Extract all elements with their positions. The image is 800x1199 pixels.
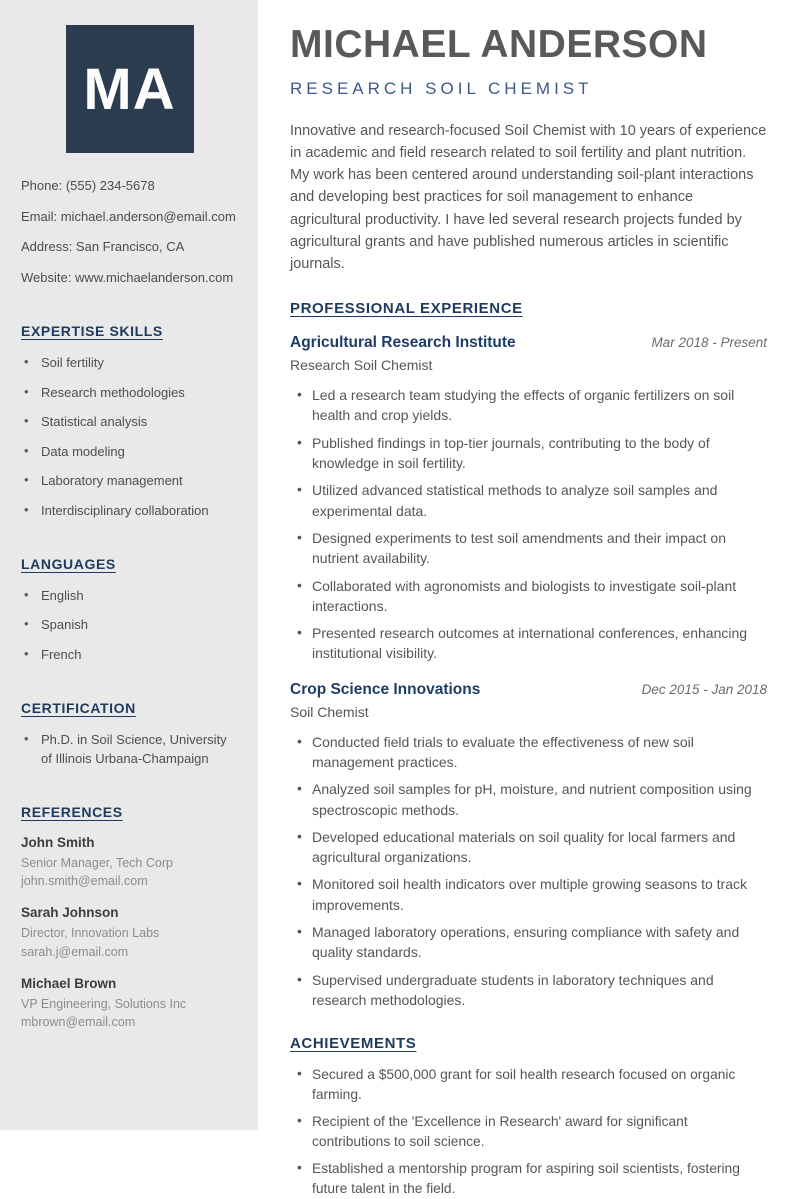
job-bullet: • Conducted field trials to evaluate the effectiveness of new soil management practices. bbox=[290, 732, 767, 773]
job-bullet: • Monitored soil health indicators over multiple growing seasons to track improvements. bbox=[290, 874, 767, 915]
reference-role: Director, Innovation Labs bbox=[21, 926, 160, 941]
skill-item: • Statistical analysis bbox=[21, 413, 238, 431]
reference-entry bbox=[21, 835, 238, 890]
job-dates: Mar 2018 - Present bbox=[651, 335, 767, 351]
language-item: • French bbox=[21, 646, 238, 664]
achievement-bullet: • Recipient of the 'Excellence in Research' award for significant contributions to soil science. bbox=[290, 1112, 767, 1152]
references-heading: REFERENCES bbox=[21, 804, 123, 821]
contact-item: Phone: (555) 234-5678 bbox=[21, 178, 155, 193]
skill-item: • Research methodologies bbox=[21, 384, 238, 402]
languages-heading: LANGUAGES bbox=[21, 555, 116, 572]
job-entry-2 bbox=[290, 681, 767, 1011]
job-header bbox=[290, 681, 767, 699]
skill-item: • Soil fertility bbox=[21, 354, 238, 372]
job-role: Soil Chemist bbox=[290, 703, 369, 720]
job-bullet: • Designed experiments to test soil amendments and their impact on nutrient availability. bbox=[290, 528, 767, 569]
skill-item: • Data modeling bbox=[21, 443, 238, 461]
job-bullet: • Led a research team studying the effects of organic fertilizers on soil health and crop yields. bbox=[290, 385, 767, 426]
language-item: • English bbox=[21, 587, 238, 605]
reference-name: Sarah Johnson bbox=[21, 905, 119, 921]
reference-email: sarah.j@email.com bbox=[21, 944, 129, 959]
contact-item: Website: www.michaelanderson.com bbox=[21, 270, 234, 286]
job-bullet-list bbox=[290, 732, 767, 1011]
skill-item: • Interdisciplinary collaboration bbox=[21, 502, 238, 520]
job-bullet: • Analyzed soil samples for pH, moisture, and nutrient composition using spectroscopic methods. bbox=[290, 779, 767, 820]
section-certification bbox=[21, 700, 238, 768]
job-bullet: • Utilized advanced statistical methods to analyze soil samples and experimental data. bbox=[290, 480, 767, 521]
certification-item: • Ph.D. in Soil Science, University of Illinois Urbana-Champaign bbox=[21, 731, 238, 768]
job-bullet: • Published findings in top-tier journals, contributing to the body of knowledge in soil fertility. bbox=[290, 433, 767, 474]
language-item: • Spanish bbox=[21, 616, 238, 634]
summary-paragraph: Innovative and research-focused Soil Chemist with 10 years of experience in academic and field research related to soil fertility and plant nutrition. My work has been centered around understanding soil-plant interactions and developing best practices for soil management to enhance agricultural productivity. I have led several research projects funded by agricultural grants and have published numerous articles in scientific journals. bbox=[290, 122, 767, 272]
reference-entry bbox=[21, 976, 238, 1031]
contact-info bbox=[21, 177, 238, 287]
section-languages bbox=[21, 556, 238, 664]
achievement-bullet: • Established a mentorship program for aspiring soil scientists, fostering future talent in the field. bbox=[290, 1159, 767, 1199]
contact-item: Address: San Francisco, CA bbox=[21, 239, 185, 255]
job-entry-1 bbox=[290, 334, 767, 664]
experience-heading: PROFESSIONAL EXPERIENCE bbox=[290, 300, 523, 318]
achievements-heading: ACHIEVEMENTS bbox=[290, 1035, 417, 1053]
person-name: MICHAEL ANDERSON bbox=[290, 23, 708, 66]
job-bullet: • Presented research outcomes at international conferences, enhancing institutional visibility. bbox=[290, 623, 767, 664]
reference-name: Michael Brown bbox=[21, 975, 117, 991]
languages-list bbox=[21, 587, 238, 664]
references-list bbox=[21, 835, 238, 1031]
section-expertise-skills bbox=[21, 323, 238, 520]
job-dates: Dec 2015 - Jan 2018 bbox=[641, 681, 767, 697]
contact-item: Email: michael.anderson@email.com bbox=[21, 208, 236, 224]
section-references bbox=[21, 804, 238, 1031]
job-bullet: • Developed educational materials on soil quality for local farmers and agricultural organizations. bbox=[290, 827, 767, 868]
job-header bbox=[290, 334, 767, 352]
reference-role: Senior Manager, Tech Corp bbox=[21, 856, 173, 871]
skill-item: • Laboratory management bbox=[21, 472, 238, 490]
main-content bbox=[258, 0, 800, 1197]
sidebar bbox=[0, 0, 258, 1130]
reference-entry bbox=[21, 905, 238, 960]
reference-role: VP Engineering, Solutions Inc bbox=[21, 996, 187, 1011]
job-bullet: • Managed laboratory operations, ensuring compliance with safety and quality standards. bbox=[290, 922, 767, 963]
job-bullet: • Collaborated with agronomists and biologists to investigate soil-plant interactions. bbox=[290, 576, 767, 617]
expertise-skills-heading: EXPERTISE SKILLS bbox=[21, 323, 163, 340]
company-name: Agricultural Research Institute bbox=[290, 334, 516, 352]
expertise-skills-list bbox=[21, 354, 238, 520]
avatar bbox=[66, 25, 194, 153]
certification-list bbox=[21, 731, 238, 768]
achievement-bullet: • Secured a $500,000 grant for soil health research focused on organic farming. bbox=[290, 1065, 767, 1105]
reference-email: john.smith@email.com bbox=[21, 874, 148, 889]
reference-email: mbrown@email.com bbox=[21, 1014, 136, 1029]
job-bullet-list bbox=[290, 385, 767, 664]
job-bullet: • Supervised undergraduate students in laboratory techniques and research methodologies. bbox=[290, 970, 767, 1011]
company-name: Crop Science Innovations bbox=[290, 680, 481, 698]
avatar-initials: MA bbox=[83, 56, 176, 122]
job-role: Research Soil Chemist bbox=[290, 357, 433, 374]
reference-name: John Smith bbox=[21, 835, 95, 851]
person-title: RESEARCH SOIL CHEMIST bbox=[290, 78, 593, 98]
achievements-list bbox=[290, 1065, 767, 1199]
certification-heading: CERTIFICATION bbox=[21, 700, 136, 717]
